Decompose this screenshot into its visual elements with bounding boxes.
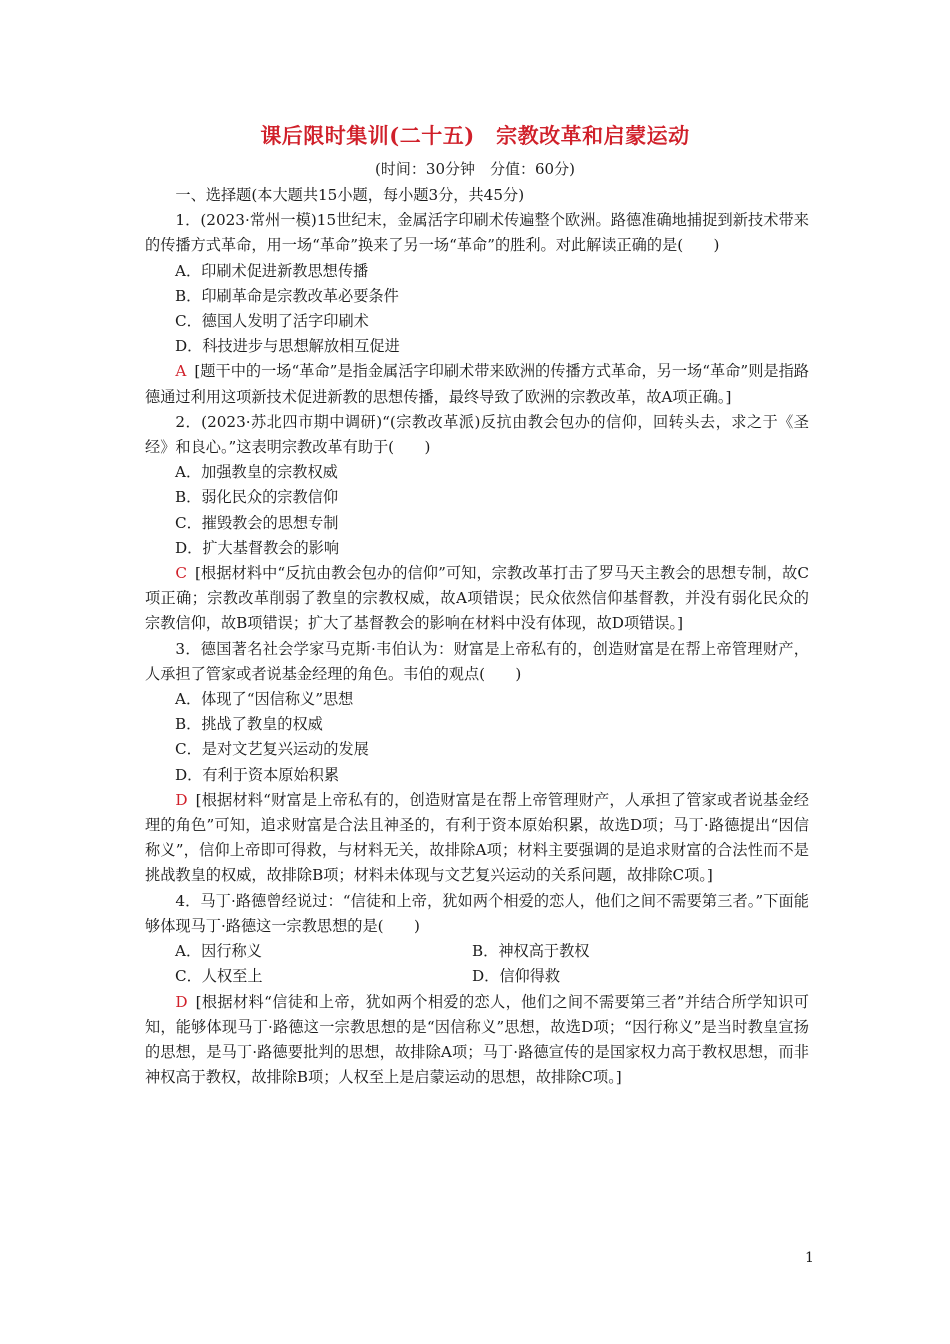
page-number: 1	[805, 1250, 814, 1266]
page-title: 课后限时集训(二十五) 宗教改革和启蒙运动	[260, 123, 690, 148]
question-4-options-row-2	[145, 964, 809, 989]
question-4-option-b: B．神权高于教权	[472, 942, 590, 961]
question-4-options-row-1	[145, 939, 809, 964]
question-3-option-c: C．是对文艺复兴运动的发展	[175, 740, 369, 759]
question-2-option-b: B．弱化民众的宗教信仰	[175, 488, 339, 507]
question-2-option-c: C．摧毁教会的思想专制	[175, 513, 339, 532]
question-2-explanation: [根据材料中“反抗由教会包办的信仰”可知，宗教改革打击了罗马天主教会的思想专制，故C项正确；宗教改革削弱了教皇的宗教权威，故A项错误；民众依然信仰基督教，并没有弱化民众的宗教信仰，故B项错误；扩大了基督教会的影响在材料中没有体现，故D项错误。]	[145, 564, 809, 633]
question-1-option-d: D．科技进步与思想解放相互促进	[175, 337, 400, 356]
question-3-stem: 3．德国著名社会学家马克斯·韦伯认为：财富是上帝私有的，创造财富是在帮上帝管理财产，人承担了管家或者说基金经理的角色。韦伯的观点( )	[145, 639, 809, 683]
question-4-option-a: A．因行称义	[175, 942, 262, 961]
question-1-answer	[145, 359, 809, 409]
question-3-answer-letter: D	[175, 790, 188, 809]
question-2-answer	[145, 561, 809, 637]
document-content	[145, 183, 809, 1090]
question-1-option-b: B．印刷革命是宗教改革必要条件	[175, 286, 399, 305]
question-1-explanation: [题干中的一场“革命”是指金属活字印刷术带来欧洲的传播方式革命，另一场“革命”则是指路德通过利用这项新技术促进新教的思想传播，最终导致了欧洲的宗教改革，故A项正确。]	[145, 362, 809, 406]
question-4-option-d: D．信仰得救	[472, 967, 561, 986]
question-2-answer-letter: C	[175, 564, 188, 583]
question-1-stem: 1．(2023·常州一模)15世纪末，金属活字印刷术传遍整个欧洲。路德准确地捕捉到新技术带来的传播方式革命，用一场“革命”换来了另一场“革命”的胜利。对此解读正确的是( )	[145, 211, 809, 255]
question-1-option-a: A．印刷术促进新教思想传播	[175, 261, 369, 280]
question-2-option-a: A．加强教皇的宗教权威	[175, 463, 338, 482]
question-2-option-d: D．扩大基督教会的影响	[175, 538, 340, 557]
question-4-answer-letter: D	[175, 992, 188, 1011]
page-subtitle: (时间：30分钟 分值：60分)	[375, 160, 575, 178]
question-1-answer-letter: A	[175, 362, 187, 381]
question-4-answer	[145, 990, 809, 1091]
question-2-stem: 2．(2023·苏北四市期中调研)“(宗教改革派)反抗由教会包办的信仰，回转头去，求之于《圣经》和良心。”这表明宗教改革有助于( )	[145, 412, 809, 457]
question-3-answer	[145, 788, 809, 889]
question-3-explanation: [根据材料“财富是上帝私有的，创造财富是在帮上帝管理财产，人承担了管家或者说基金经理的角色”可知，追求财富是合法且神圣的，有利于资本原始积累，故选D项；马丁·路德提出“因信称义”，信仰上帝即可得救，与材料无关，故排除A项；材料主要强调的是追求财富的合法性而不是挑战教皇的权威，故排除B项；材料未体现与文艺复兴运动的关系问题，故排除C项。]	[145, 790, 809, 885]
question-1-option-c: C．德国人发明了活字印刷术	[175, 312, 369, 331]
question-3-option-b: B．挑战了教皇的权威	[175, 715, 323, 734]
question-4-explanation: [根据材料“信徒和上帝，犹如两个相爱的恋人，他们之间不需要第三者”并结合所学知识可知，能够体现马丁·路德这一宗教思想的是“因信称义”思想，故选D项；“因行称义”是当时教皇宣扬的思想，是马丁·路德要批判的思想，故排除A项；马丁·路德宣传的是国家权力高于教权思想，而非神权高于教权，故排除B项；人权至上是启蒙运动的思想，故排除C项。]	[145, 992, 809, 1087]
question-3-option-a: A．体现了“因信称义”思想	[175, 690, 354, 709]
section-heading: 一、选择题(本大题共15小题，每小题3分，共45分)	[175, 186, 525, 204]
question-3-option-d: D．有利于资本原始积累	[175, 765, 340, 784]
question-4-stem: 4．马丁·路德曾经说过：“信徒和上帝，犹如两个相爱的恋人，他们之间不需要第三者。”下面能够体现马丁·路德这一宗教思想的是( )	[145, 891, 809, 935]
question-4-option-c: C．人权至上	[175, 967, 263, 986]
